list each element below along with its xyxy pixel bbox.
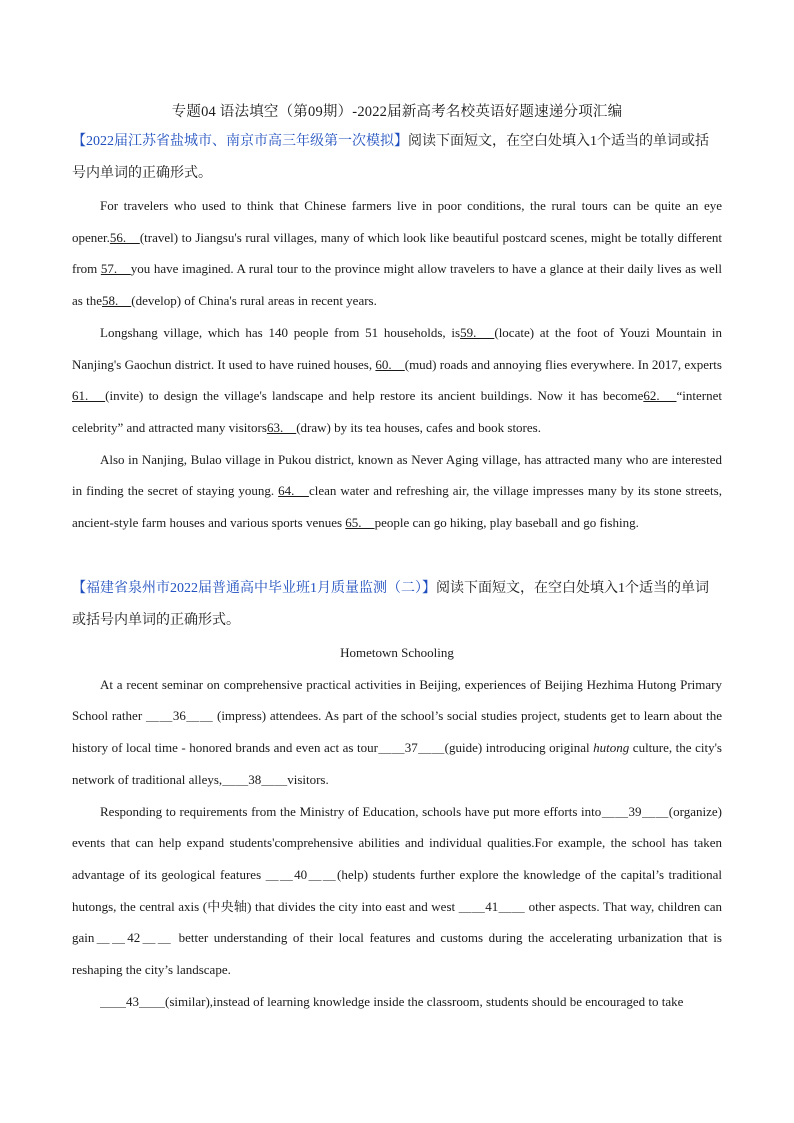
passage-text: (develop) of China's rural areas in recent years. (131, 293, 377, 309)
paragraph (72, 796, 722, 986)
section-instruction (72, 126, 722, 190)
passage-text: Responding to requirements from the Ministry of Education, schools have put more efforts into (100, 803, 602, 819)
paragraph (72, 317, 722, 444)
blank-57[interactable]: 57. (100, 261, 131, 277)
blank-43[interactable]: ＿＿43＿＿ (100, 993, 166, 1009)
passage-text: culture, the city's network of traditional alleys, (72, 740, 722, 787)
source-label: 【2022届江苏省盐城市、南京市高三年级第一次模拟】 (72, 134, 408, 149)
blank-64[interactable]: 64. (278, 483, 309, 499)
blank-39[interactable]: ＿＿39＿＿ (601, 803, 669, 819)
paragraph (72, 669, 722, 796)
passage-text: (organize) events that can help expand students'comprehensive abilities and individual qualities.For example, the school has taken advantage of its geological features (72, 803, 722, 882)
passage-text: (draw) by its tea houses, cafes and book stores. (296, 419, 541, 435)
passage-text: (travel) to Jiangsu's rural villages, many of which look like beautiful postcard scenes, might be totally different from (72, 229, 722, 277)
passage-text: you have imagined. A rural tour to the province might allow travelers to have a glance at their daily lives as well as the (72, 261, 722, 309)
passage-text: better understanding of their local features and customs during the accelerating urbanization that is reshaping the city’s landscape. (72, 930, 722, 978)
passage-text: Longshang village, which has 140 people from 51 households, is (100, 324, 461, 340)
blank-60[interactable]: 60. (375, 356, 405, 372)
instruction-text: 阅读下面短文，在空白处填入1个适当的单词或括号内单词的正确形式。 (72, 134, 709, 181)
blank-42[interactable]: ＿＿42＿＿ (94, 930, 174, 946)
blank-61[interactable]: 61. (72, 388, 106, 404)
passage-text: (help) students further explore the knowledge of the capital’s traditional hutongs, the central axis (中央轴) that divides the city into east and west (72, 866, 722, 914)
blank-63[interactable]: 63. (266, 419, 297, 435)
passage-text: “internet celebrity” and attracted many visitors (72, 388, 722, 435)
passage-title: Hometown Schooling (340, 645, 454, 660)
passage-text: clean water and refreshing air, the village impresses many by its stone streets, ancient-style farm houses and various sports venues (72, 483, 722, 531)
blank-62[interactable]: 62. (643, 388, 677, 404)
passage-text: (locate) at the foot of Youzi Mountain in Nanjing's Gaochun district. It used to have ruined houses, (72, 324, 722, 372)
blank-59[interactable]: 59. (460, 324, 495, 340)
paragraph (72, 444, 722, 539)
blank-41[interactable]: ＿＿41＿＿ (458, 898, 526, 914)
passage-text: Also in Nanjing, Bulao village in Pukou district, known as Never Aging village, has attracted many who are interested in finding the secret of staying young. (72, 451, 722, 499)
passage-text: (similar),instead of learning knowledge inside the classroom, students should be encouraged to take (165, 993, 684, 1009)
page-title: 专题04 语法填空（第09期）-2022届新高考名校英语好题速递分项汇编 (171, 104, 623, 120)
source-label: 【福建省泉州市2022届普通高中毕业班1月质量监测（二）】 (72, 581, 436, 596)
passage-text: (impress) attendees. As part of the school’s social studies project, students get to learn about the history of local time - honored brands and even act as tour (72, 708, 722, 756)
paragraph (72, 986, 722, 1018)
passage-text: (invite) to design the village's landscape and help restore its ancient buildings. Now it has become (105, 388, 644, 404)
italic-term: hutong (593, 740, 630, 756)
blank-37[interactable]: ＿＿37＿＿ (377, 740, 445, 756)
instruction-text: 阅读下面短文，在空白处填入1个适当的单词或括号内单词的正确形式。 (72, 581, 709, 628)
passage-text: people can go hiking, play baseball and go fishing. (374, 515, 639, 531)
passage-text: (guide) introducing original (444, 740, 594, 756)
passage-text: other aspects. That way, children can gain (72, 898, 722, 946)
blank-38[interactable]: ＿＿38＿＿ (222, 771, 288, 787)
passage-text: At a recent seminar on comprehensive practical activities in Beijing, experiences of Beijing Hezhima Hutong Primary School rather (72, 676, 722, 724)
blank-58[interactable]: 58. (101, 293, 132, 309)
passage-text: For travelers who used to think that Chinese farmers live in poor conditions, the rural tours can be quite an eye opener. (72, 198, 722, 245)
blank-56[interactable]: 56. (109, 229, 140, 245)
paragraph (72, 190, 722, 317)
blank-36[interactable]: ＿＿36＿＿ (145, 708, 214, 724)
blank-65[interactable]: 65. (345, 515, 375, 531)
section-jiangsu (72, 126, 722, 539)
passage-text: visitors. (287, 771, 329, 787)
passage-text: (mud) roads and annoying flies everywhere. In 2017, experts (404, 356, 722, 372)
blank-40[interactable]: ＿＿40＿＿ (265, 866, 337, 882)
section-fujian (72, 573, 722, 1017)
section-instruction (72, 573, 722, 637)
